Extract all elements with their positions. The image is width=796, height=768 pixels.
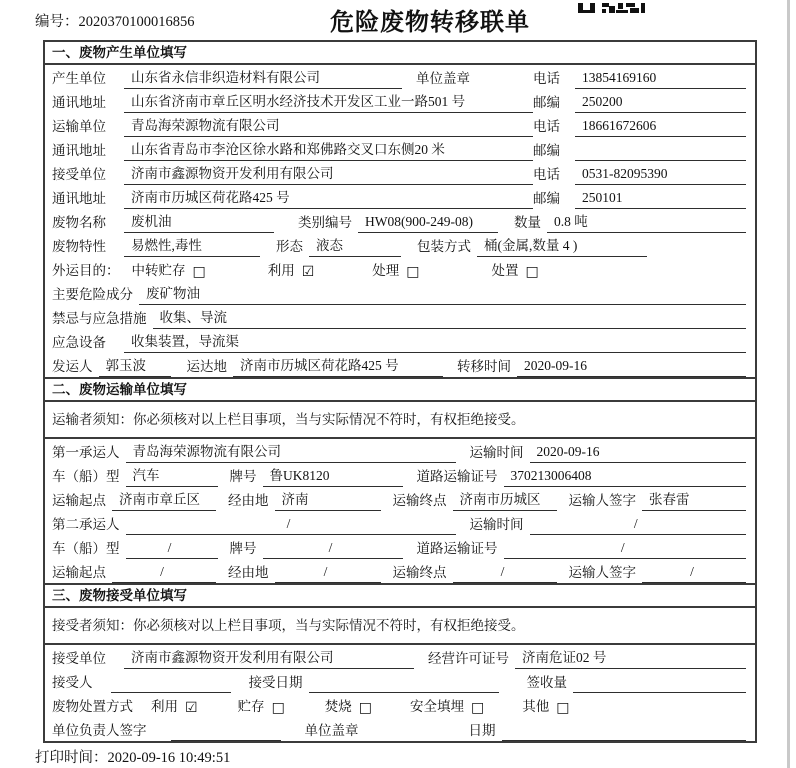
row-receiver-unit bbox=[45, 161, 755, 185]
receiver-zip-value: 250101 bbox=[575, 190, 746, 209]
phone-label: 电话 bbox=[533, 71, 560, 86]
row-accepting-unit bbox=[45, 645, 755, 669]
qr-code-fragment-icon bbox=[578, 0, 645, 18]
accepter-label: 接受人 bbox=[52, 675, 93, 690]
row-producer-unit bbox=[45, 65, 755, 89]
print-time bbox=[35, 746, 230, 767]
date-label: 日期 bbox=[468, 723, 496, 738]
address-label: 通讯地址 bbox=[52, 191, 106, 206]
purpose-option-treat: 处理 □ bbox=[372, 263, 420, 280]
form-state-label: 形态 bbox=[276, 239, 303, 254]
transport-time-value: / bbox=[530, 516, 747, 535]
producer-address-value: 山东省济南市章丘区明水经济技术开发区工业一路501 号 bbox=[124, 90, 533, 113]
road-permit-value: 370213006408 bbox=[504, 468, 747, 487]
accept-date-value bbox=[309, 690, 499, 693]
hazard-component-label: 主要危险成分 bbox=[52, 287, 133, 302]
first-carrier-value: 青岛海荣源物流有限公司 bbox=[126, 440, 456, 463]
transfer-date-label: 转移时间 bbox=[457, 359, 511, 374]
packaging-label: 包装方式 bbox=[417, 239, 471, 254]
origin-label: 运输起点 bbox=[52, 565, 106, 580]
receiver-unit-label: 接受单位 bbox=[52, 167, 106, 182]
unit-seal-label: 单位盖章 bbox=[304, 723, 359, 738]
receiver-address-value: 济南市历城区荷花路425 号 bbox=[124, 186, 533, 209]
hazard-component-value: 废矿物油 bbox=[139, 282, 746, 305]
business-license-label: 经营许可证号 bbox=[428, 651, 509, 666]
plate-number-label: 牌号 bbox=[229, 469, 257, 484]
transporter-signature-value: / bbox=[642, 564, 746, 583]
vehicle-type-value: / bbox=[126, 540, 218, 559]
transfer-date-value: 2020-09-16 bbox=[517, 358, 746, 377]
destination-label: 运达地 bbox=[186, 359, 227, 374]
row-responsible-signature bbox=[45, 717, 755, 741]
origin-label: 运输起点 bbox=[52, 493, 106, 508]
row-receiver-address bbox=[45, 185, 755, 209]
waste-property-value: 易燃性,毒性 bbox=[124, 234, 260, 257]
page-edge-divider bbox=[787, 0, 790, 768]
row-transfer-purpose bbox=[45, 257, 755, 281]
row-contraindication bbox=[45, 305, 755, 329]
via-value: 济南 bbox=[275, 488, 381, 511]
transporter-notice: 运输者须知：你必须核对以上栏目事项，当与实际情况不符时，有权拒绝接受。 bbox=[45, 402, 755, 439]
received-amount-value bbox=[573, 690, 746, 693]
contraindication-label: 禁忌与应急措施 bbox=[52, 311, 147, 326]
checkbox-unchecked-icon: □ bbox=[556, 700, 570, 716]
responsible-signature-value bbox=[171, 738, 281, 741]
producer-unit-label: 产生单位 bbox=[52, 71, 106, 86]
waste-property-label: 废物特性 bbox=[52, 239, 106, 254]
plate-number-value: / bbox=[263, 540, 403, 559]
purpose-option-dispose: 处置 □ bbox=[491, 263, 539, 280]
origin-value: 济南市章丘区 bbox=[112, 488, 216, 511]
checkbox-unchecked-icon: □ bbox=[525, 264, 539, 280]
checkbox-unchecked-icon: □ bbox=[271, 700, 285, 716]
purpose-option-transit-storage: 中转贮存 □ bbox=[131, 263, 206, 280]
transport-unit-label: 运输单位 bbox=[52, 119, 106, 134]
quantity-label: 数量 bbox=[514, 215, 541, 230]
row-vehicle-type-2 bbox=[45, 535, 755, 559]
phone-label: 电话 bbox=[533, 119, 560, 134]
row-hazard-component bbox=[45, 281, 755, 305]
endpoint-label: 运输终点 bbox=[392, 493, 447, 508]
road-permit-label: 道路运输证号 bbox=[416, 541, 498, 556]
road-permit-label: 道路运输证号 bbox=[416, 469, 498, 484]
checkbox-checked-icon: ☑ bbox=[185, 700, 198, 716]
category-code-value: HW08(900-249-08) bbox=[358, 214, 498, 233]
section2-header: 二、废物运输单位填写 bbox=[45, 377, 755, 402]
via-label: 经由地 bbox=[228, 565, 269, 580]
transport-time-label: 运输时间 bbox=[469, 445, 524, 460]
phone-label: 电话 bbox=[533, 167, 560, 182]
waste-name-label: 废物名称 bbox=[52, 215, 106, 230]
plate-number-value: 鲁UK8120 bbox=[263, 464, 403, 487]
second-carrier-label: 第二承运人 bbox=[52, 517, 120, 532]
producer-unit-value: 山东省永信非织造材料有限公司 bbox=[124, 66, 402, 89]
transport-zip-value bbox=[575, 158, 746, 161]
vehicle-type-label: 车（船）型 bbox=[52, 541, 120, 556]
endpoint-value: / bbox=[453, 564, 557, 583]
section1-header: 一、废物产生单位填写 bbox=[45, 42, 755, 65]
disposal-option-utilize: 利用 ☑ bbox=[151, 699, 198, 716]
quantity-value: 0.8 吨 bbox=[547, 210, 746, 233]
row-route-2 bbox=[45, 559, 755, 583]
road-permit-value: / bbox=[504, 540, 747, 559]
business-license-value: 济南危证02 号 bbox=[515, 646, 746, 669]
received-amount-label: 签收量 bbox=[526, 675, 567, 690]
disposal-option-storage: 贮存 □ bbox=[237, 699, 285, 716]
row-waste-name bbox=[45, 209, 755, 233]
transport-time-label: 运输时间 bbox=[469, 517, 524, 532]
row-producer-address bbox=[45, 89, 755, 113]
print-time-label: 打印时间： bbox=[35, 750, 108, 766]
destination-value: 济南市历城区荷花路425 号 bbox=[233, 354, 443, 377]
vehicle-type-value: 汽车 bbox=[126, 464, 218, 487]
accepting-unit-label: 接受单位 bbox=[52, 651, 106, 666]
checkbox-checked-icon: ☑ bbox=[301, 264, 315, 280]
emergency-equipment-label: 应急设备 bbox=[52, 335, 106, 350]
row-accepter bbox=[45, 669, 755, 693]
address-label: 通讯地址 bbox=[52, 143, 106, 158]
row-first-carrier bbox=[45, 439, 755, 463]
zip-label: 邮编 bbox=[533, 191, 560, 206]
transporter-signature-label: 运输人签字 bbox=[568, 565, 636, 580]
accepting-unit-value: 济南市鑫源物资开发利用有限公司 bbox=[124, 646, 414, 669]
transfer-purpose-label: 外运目的： bbox=[52, 263, 120, 278]
transport-address-value: 山东省青岛市李沧区徐水路和郑佛路交叉口东侧20 米 bbox=[124, 138, 533, 161]
page-title: 危险废物转移联单 bbox=[330, 9, 530, 36]
date-value bbox=[502, 738, 747, 741]
via-value: / bbox=[275, 564, 381, 583]
zip-label: 邮编 bbox=[533, 143, 560, 158]
transport-phone-value: 18661672606 bbox=[575, 118, 746, 137]
row-disposal-method bbox=[45, 693, 755, 717]
transport-unit-value: 青岛海荣源物流有限公司 bbox=[124, 114, 533, 137]
via-label: 经由地 bbox=[228, 493, 269, 508]
emergency-equipment-value: 收集装置，导流渠 bbox=[124, 330, 746, 353]
disposal-option-other: 其他 □ bbox=[522, 699, 570, 716]
category-code-label: 类别编号 bbox=[298, 215, 352, 230]
packaging-value: 桶(金属,数量 4 ) bbox=[477, 234, 647, 257]
producer-zip-value: 250200 bbox=[575, 94, 746, 113]
first-carrier-label: 第一承运人 bbox=[52, 445, 120, 460]
form-state-value: 液态 bbox=[309, 234, 401, 257]
print-time-value: 2020-09-16 10:49:51 bbox=[107, 750, 231, 766]
accepter-value bbox=[111, 690, 231, 693]
responsible-signature-label: 单位负责人签字 bbox=[52, 723, 147, 738]
unit-seal-label: 单位盖章 bbox=[416, 71, 470, 86]
row-emergency-equipment bbox=[45, 329, 755, 353]
row-transport-unit bbox=[45, 113, 755, 137]
row-route-1 bbox=[45, 487, 755, 511]
checkbox-unchecked-icon: □ bbox=[406, 264, 420, 280]
zip-label: 邮编 bbox=[533, 95, 560, 110]
purpose-option-utilize: 利用 ☑ bbox=[267, 263, 315, 280]
transport-time-value: 2020-09-16 bbox=[530, 444, 747, 463]
doc-number-value: 2020370100016856 bbox=[78, 14, 195, 30]
row-second-carrier bbox=[45, 511, 755, 535]
transporter-signature-value: 张春雷 bbox=[642, 488, 746, 511]
endpoint-label: 运输终点 bbox=[392, 565, 447, 580]
producer-phone-value: 13854169160 bbox=[575, 70, 746, 89]
address-label: 通讯地址 bbox=[52, 95, 106, 110]
row-transport-address bbox=[45, 137, 755, 161]
waste-name-value: 废机油 bbox=[124, 210, 274, 233]
receiver-phone-value: 0531-82095390 bbox=[575, 166, 746, 185]
accept-date-label: 接受日期 bbox=[248, 675, 303, 690]
endpoint-value: 济南市历城区 bbox=[453, 488, 557, 511]
row-vehicle-type-1 bbox=[45, 463, 755, 487]
doc-number bbox=[35, 10, 195, 31]
origin-value: / bbox=[112, 564, 216, 583]
contraindication-value: 收集、导流 bbox=[153, 306, 747, 329]
disposal-option-incinerate: 焚烧 □ bbox=[324, 699, 373, 716]
disposal-option-landfill: 安全填埋 □ bbox=[410, 699, 485, 716]
row-waste-property bbox=[45, 233, 755, 257]
section3-header: 三、废物接受单位填写 bbox=[45, 583, 755, 608]
checkbox-unchecked-icon: □ bbox=[192, 264, 206, 280]
shipper-value: 郭玉波 bbox=[99, 354, 171, 377]
checkbox-unchecked-icon: □ bbox=[358, 700, 373, 716]
transporter-signature-label: 运输人签字 bbox=[568, 493, 636, 508]
plate-number-label: 牌号 bbox=[229, 541, 257, 556]
receiver-unit-value: 济南市鑫源物资开发利用有限公司 bbox=[124, 162, 533, 185]
shipper-label: 发运人 bbox=[52, 359, 93, 374]
form-table bbox=[43, 40, 757, 743]
receiver-notice: 接受者须知：你必须核对以上栏目事项，当与实际情况不符时，有权拒绝接受。 bbox=[45, 608, 755, 645]
vehicle-type-label: 车（船）型 bbox=[52, 469, 120, 484]
second-carrier-value: / bbox=[126, 516, 456, 535]
doc-number-label: 编号： bbox=[35, 14, 79, 30]
checkbox-unchecked-icon: □ bbox=[471, 700, 485, 716]
disposal-method-label: 废物处置方式 bbox=[52, 699, 133, 714]
row-shipper bbox=[45, 353, 755, 377]
